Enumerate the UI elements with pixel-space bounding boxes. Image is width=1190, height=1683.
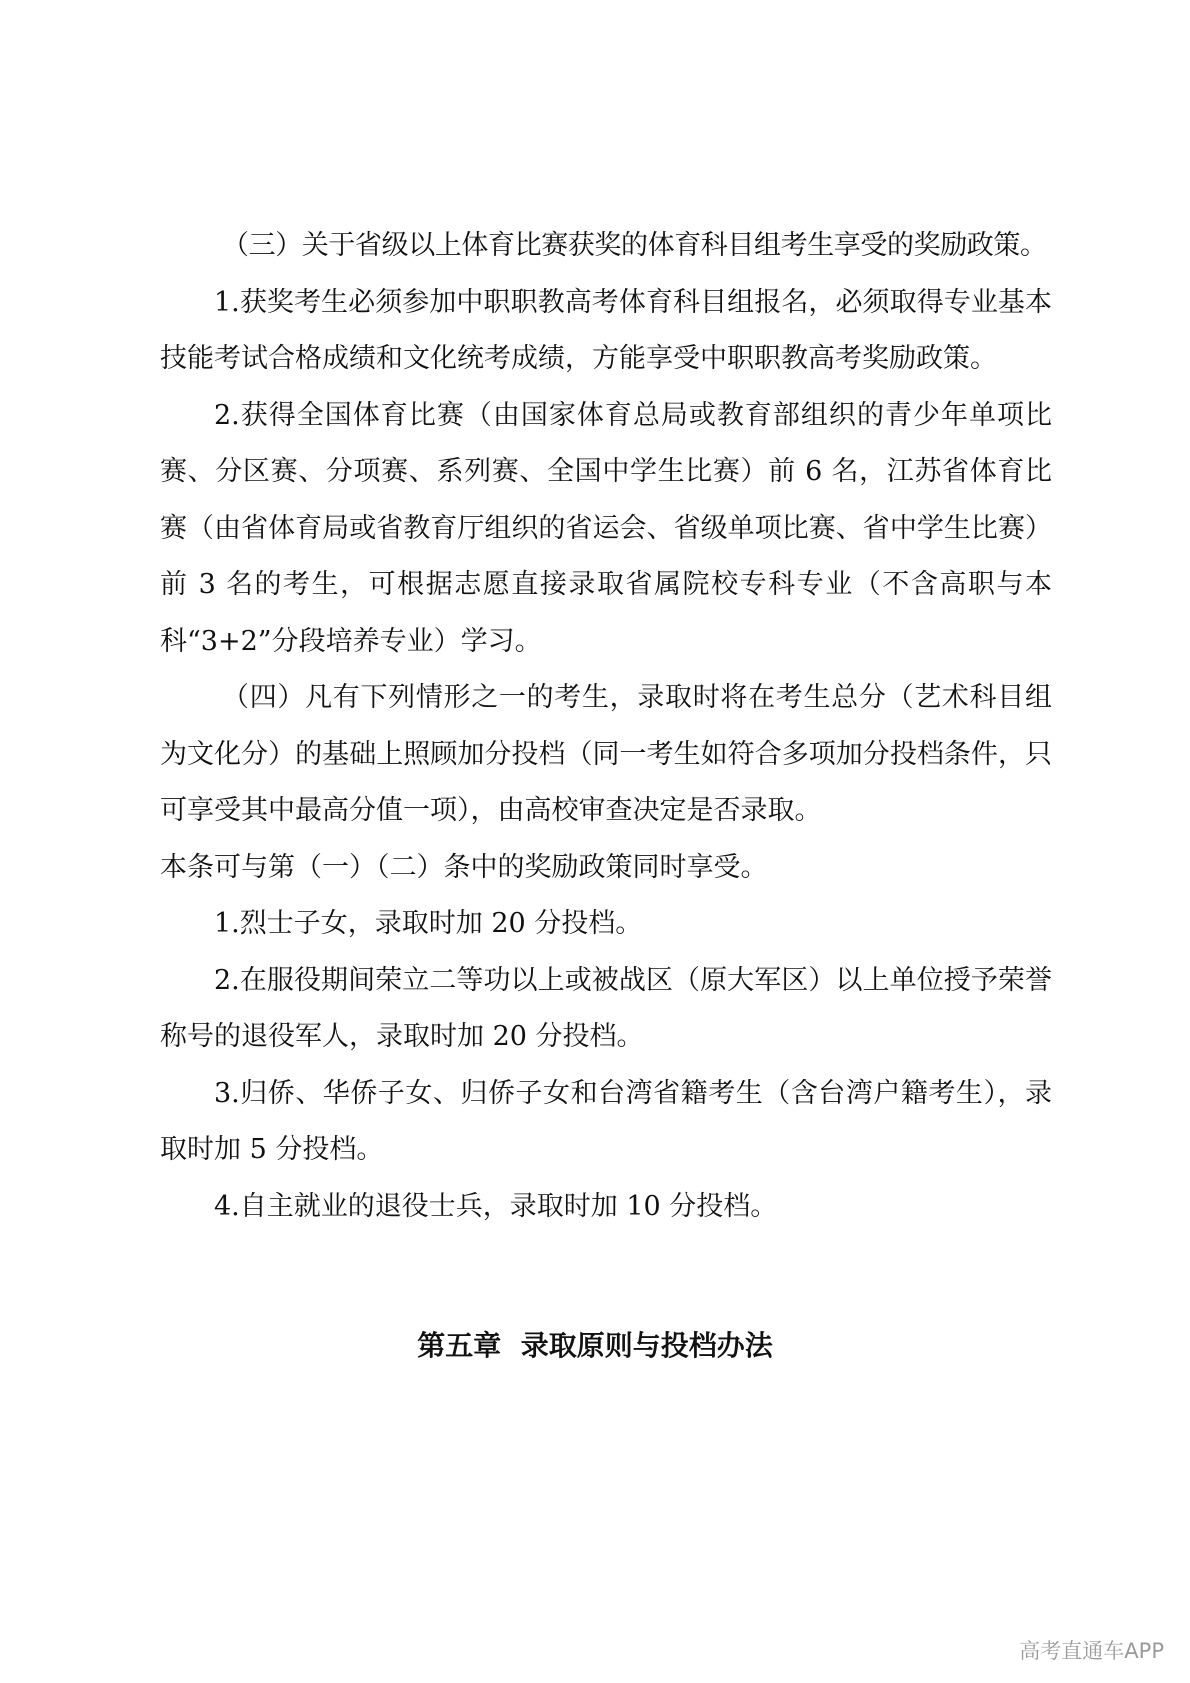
paragraph-section-4: （四）凡有下列情形之一的考生，录取时将在考生总分（艺术科目组为文化分）的基础上照顾加分投档（同一考生如符合多项加分投档条件，只可享受其中最高分值一项），由高校审查决定是否录取。 [160,682,1052,826]
paragraph-4-item-2: 2.在服役期间荣立二等功以上或被战区（原大军区）以上单位授予荣誉称号的退役军人，录取时加 20 分投档。 [160,964,1052,1052]
paragraph-3-item-2: 2.获得全国体育比赛（由国家体育总局或教育部组织的青少年单项比赛、分区赛、分项赛、系列赛、全国中学生比赛）前 6 名，江苏省体育比赛（由省体育局或省教育厅组织的省运会、省级单项比赛、省中学生比赛）前 3 名的考生，可根据志愿直接录取省属院校专科专业（不含高职与本科“3+2”分段培养专业）学习。 [160,399,1052,657]
paragraph-4-item-1: 1.烈士子女，录取时加 20 分投档。 [214,908,643,939]
document-body [160,218,1052,1235]
paragraph-section-4-note: 本条可与第（一）（二）条中的奖励政策同时享受。 [160,851,768,883]
paragraph-section-3: （三）关于省级以上体育比赛获奖的体育科目组考生享受的奖励政策。 [222,230,1047,261]
paragraph-4-item-4: 4.自主就业的退役士兵，录取时加 10 分投档。 [214,1190,778,1222]
paragraph-3-item-1: 1.获奖考生必须参加中职职教高考体育科目组报名，必须取得专业基本技能考试合格成绩和文化统考成绩，方能享受中职职教高考奖励政策。 [160,286,1052,374]
watermark-text: 高考直通车APP [1019,1639,1164,1663]
chapter-heading: 第五章 录取原则与投档办法 [417,1329,773,1362]
paragraph-4-item-3: 3.归侨、华侨子女、归侨子女和台湾省籍考生（含台湾户籍考生），录取时加 5 分投档。 [160,1077,1052,1165]
